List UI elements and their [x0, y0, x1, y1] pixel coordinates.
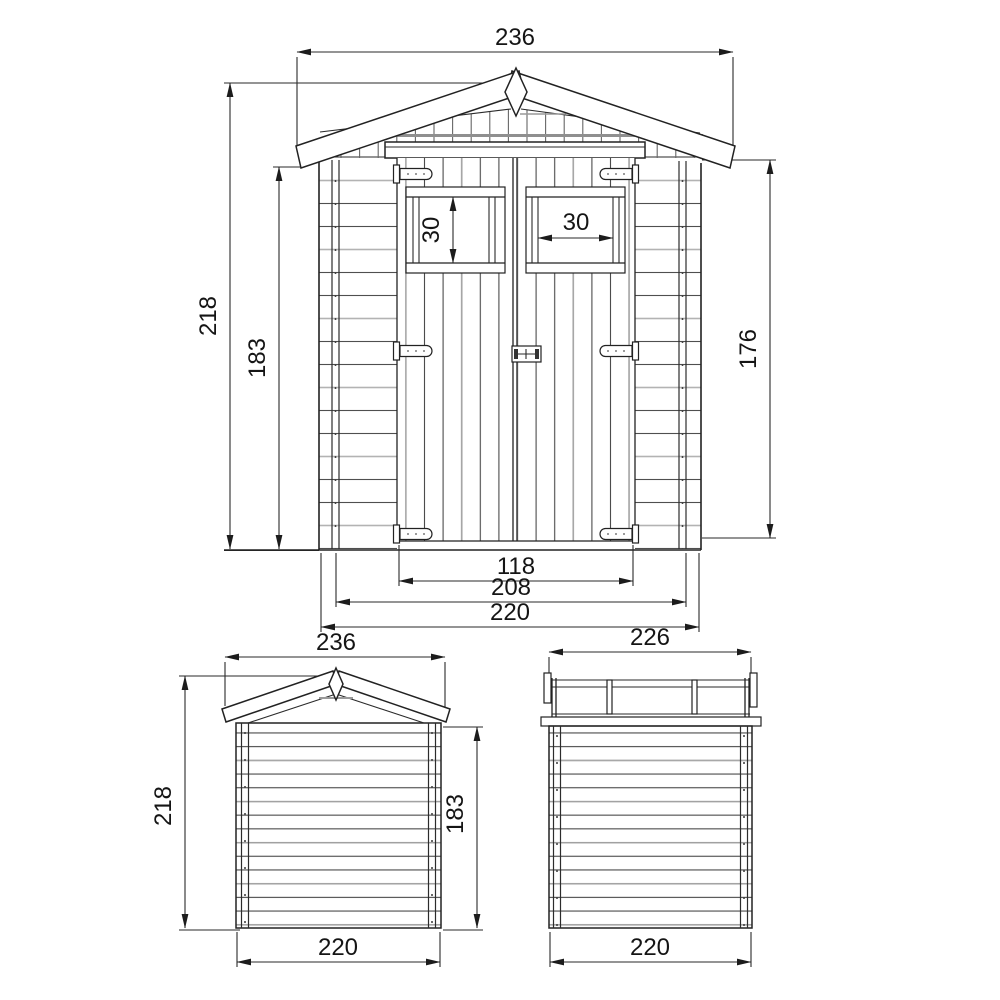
side-wall-plank-highlights — [236, 723, 441, 928]
right-door-window — [526, 187, 625, 273]
rear-wall-plank-highlights — [549, 726, 752, 928]
front-roof-width-label: 236 — [494, 24, 536, 51]
front-view — [195, 24, 776, 632]
front-left-wall-plank-highlights — [319, 168, 397, 549]
left-door-window — [406, 187, 505, 273]
front-right-wall-plank-highlights — [635, 168, 701, 549]
door-latch — [512, 346, 541, 362]
front-right-wall-height-label: 176 — [735, 328, 762, 370]
side-bargeboard-right — [335, 671, 450, 722]
rear-dim-roof-width — [549, 624, 751, 673]
side-view — [150, 629, 483, 967]
side-dim-wall-height — [442, 727, 483, 930]
front-double-door — [394, 158, 639, 543]
front-left-wall-height-label: 183 — [244, 337, 271, 379]
side-total-height-label: 218 — [150, 785, 177, 827]
side-dim-base-width — [237, 932, 440, 967]
rear-roof-post-left — [607, 680, 612, 714]
rear-base-width-label: 220 — [629, 934, 671, 961]
side-base-width-label: 220 — [317, 934, 359, 961]
front-frame-width-label: 208 — [490, 574, 532, 601]
window-width-label: 30 — [562, 209, 590, 236]
front-total-height-label: 218 — [195, 295, 222, 337]
front-dim-left-wall-height — [244, 167, 302, 549]
rear-roof-width-label: 226 — [629, 624, 671, 651]
rear-roof-structure — [541, 673, 761, 726]
rear-roof-end-tab-left — [544, 673, 551, 703]
side-wall-height-label: 183 — [442, 793, 469, 835]
front-dim-right-wall-height — [702, 160, 776, 538]
rear-dim-base-width — [550, 932, 751, 967]
front-door-width-label: 118 — [496, 553, 536, 580]
window-height-label: 30 — [418, 216, 445, 244]
front-door-fascia — [385, 142, 645, 158]
rear-view — [541, 624, 761, 967]
rear-roof-end-tab-right — [750, 673, 757, 707]
side-bargeboard-left — [222, 671, 337, 722]
front-base-width-label: 220 — [489, 599, 531, 626]
rear-eave-beam — [541, 717, 761, 726]
rear-roof-post-right — [692, 680, 697, 714]
side-roof-width-label: 236 — [315, 629, 357, 656]
